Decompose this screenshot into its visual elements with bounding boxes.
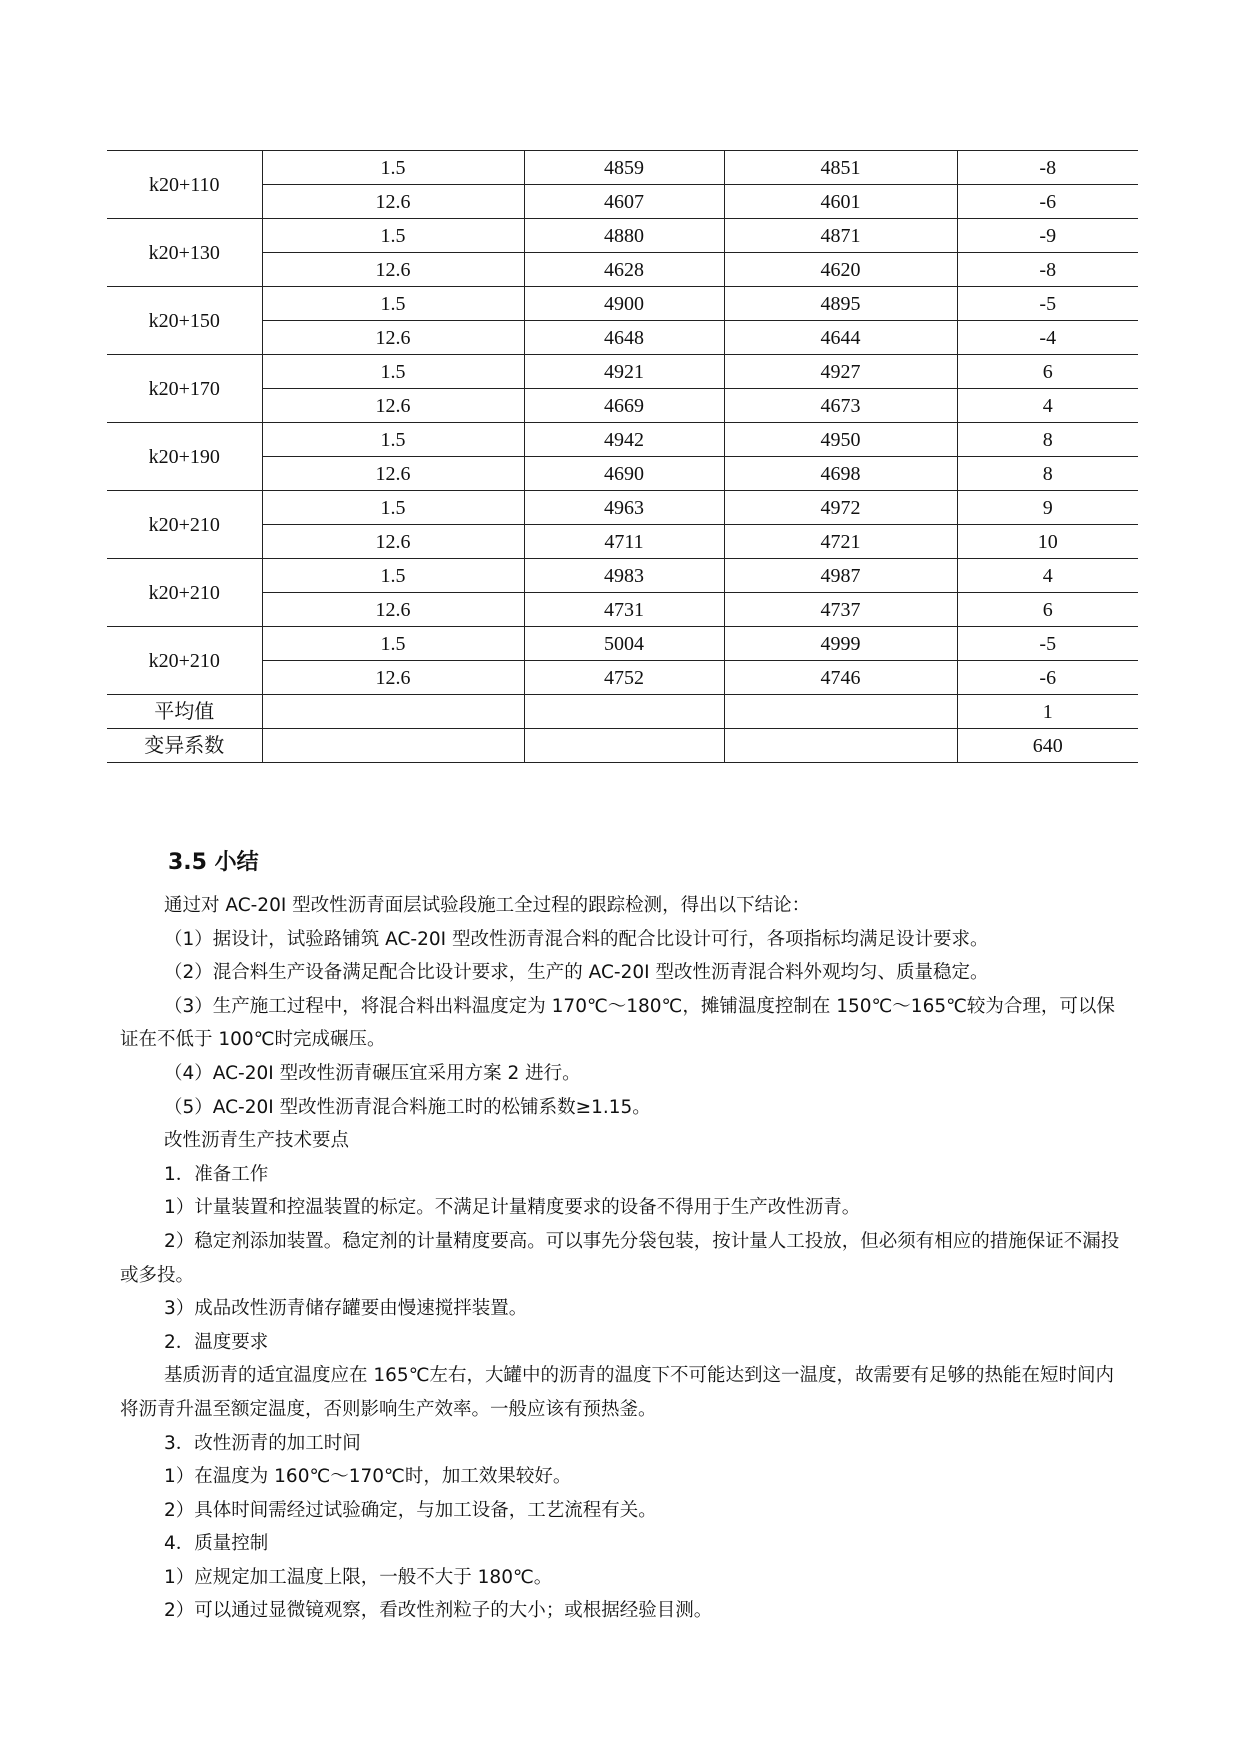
table-row [107,627,1138,661]
paragraph: 3．改性沥青的加工时间 [164,1432,361,1454]
paragraph: 1）计量装置和控温装置的标定。不满足计量精度要求的设备不得用于生产改性沥青。 [164,1197,861,1219]
table-cell: -6 [957,185,1138,219]
empty-cell [724,695,957,729]
table-row [107,355,1138,389]
paragraph: 2．温度要求 [164,1331,269,1353]
table-row [107,457,1138,491]
summary-value: 1 [957,695,1138,729]
table-cell: 4851 [724,151,957,185]
paragraph: 2）可以通过显微镜观察，看改性剂粒子的大小；或根据经验目测。 [164,1600,713,1622]
deflection-data-table [107,150,1138,763]
station-cell: k20+110 [107,151,262,219]
table-cell: 9 [957,491,1138,525]
table-row [107,423,1138,457]
table-row [107,389,1138,423]
paragraph: （4）AC-20I 型改性沥青碾压宜采用方案 2 进行。 [164,1062,581,1084]
paragraph: 改性沥青生产技术要点 [164,1130,350,1152]
table-body [107,151,1138,763]
empty-cell [262,729,524,763]
table-cell: 4737 [724,593,957,627]
paragraph: （5）AC-20I 型改性沥青混合料施工时的松铺系数≥1.15。 [164,1096,651,1118]
table-cell: 4731 [524,593,724,627]
table-cell: 4620 [724,253,957,287]
table-cell: 1.5 [262,559,524,593]
table-row [107,219,1138,253]
table-row [107,185,1138,219]
empty-cell [524,729,724,763]
table-cell: 4999 [724,627,957,661]
empty-cell [724,729,957,763]
summary-value: 640 [957,729,1138,763]
paragraph: 基质沥青的适宜温度应在 165℃左右，大罐中的沥青的温度下不可能达到这一温度，故需要有足够的热能在短时间内将沥青升温至额定温度，否则影响生产效率。一般应该有预热釜。 [120,1365,1114,1420]
station-cell: k20+190 [107,423,262,491]
table-cell: 12.6 [262,593,524,627]
station-cell: k20+210 [107,559,262,627]
table-row [107,661,1138,695]
table-cell: -9 [957,219,1138,253]
summary-label: 平均值 [107,695,262,729]
table-cell: 4698 [724,457,957,491]
table-cell: 4859 [524,151,724,185]
conclusion-body [120,889,1130,1628]
table-cell: 4950 [724,423,957,457]
table-cell: 4673 [724,389,957,423]
table-cell: 4746 [724,661,957,695]
table-row [107,151,1138,185]
table-cell: 4880 [524,219,724,253]
table-cell: 1.5 [262,423,524,457]
table-cell: 6 [957,593,1138,627]
table-cell: 4 [957,389,1138,423]
table-cell: 4921 [524,355,724,389]
table-cell: 4871 [724,219,957,253]
summary-row [107,695,1138,729]
table-cell: 4644 [724,321,957,355]
paragraph: 4．质量控制 [164,1533,269,1555]
table-cell: 12.6 [262,185,524,219]
table-cell: 4942 [524,423,724,457]
table-cell: 4648 [524,321,724,355]
table-row [107,321,1138,355]
table-cell: -5 [957,287,1138,321]
paragraph: （1）据设计，试验路铺筑 AC-20I 型改性沥青混合料的配合比设计可行，各项指标均满足设计要求。 [164,928,989,950]
table-cell: -4 [957,321,1138,355]
paragraph: 1）在温度为 160℃～170℃时，加工效果较好。 [164,1466,572,1488]
table-cell: 4721 [724,525,957,559]
section-title: 3.5 小结 [168,850,259,875]
table-cell: 8 [957,457,1138,491]
table-cell: 4900 [524,287,724,321]
table-cell: 12.6 [262,389,524,423]
empty-cell [262,695,524,729]
station-cell: k20+130 [107,219,262,287]
paragraph: 1．准备工作 [164,1163,269,1185]
table-cell: 1.5 [262,287,524,321]
table-cell: 10 [957,525,1138,559]
station-cell: k20+210 [107,491,262,559]
paragraph: 3）成品改性沥青储存罐要由慢速搅拌装置。 [164,1298,528,1320]
table-cell: 4983 [524,559,724,593]
table-cell: 12.6 [262,253,524,287]
station-cell: k20+150 [107,287,262,355]
table-cell: 4752 [524,661,724,695]
table-cell: -8 [957,253,1138,287]
table-cell: 4711 [524,525,724,559]
table-cell: 4607 [524,185,724,219]
table-cell: -5 [957,627,1138,661]
paragraph: （3）生产施工过程中，将混合料出料温度定为 170℃～180℃，摊铺温度控制在 150℃～165℃较为合理，可以保证在不低于 100℃时完成碾压。 [120,995,1115,1051]
table-cell: 1.5 [262,627,524,661]
table-cell: 4972 [724,491,957,525]
table-cell: 1.5 [262,151,524,185]
table-row [107,491,1138,525]
table-cell: 1.5 [262,355,524,389]
table-cell: 12.6 [262,525,524,559]
summary-row [107,729,1138,763]
paragraph: 通过对 AC-20I 型改性沥青面层试验段施工全过程的跟踪检测，得出以下结论： [164,895,811,916]
paragraph: 2）具体时间需经过试验确定，与加工设备，工艺流程有关。 [164,1499,657,1521]
table-cell: 12.6 [262,661,524,695]
paragraph: （2）混合料生产设备满足配合比设计要求，生产的 AC-20I 型改性沥青混合料外观均匀、质量稳定。 [164,962,989,984]
table-row [107,253,1138,287]
table-cell: 8 [957,423,1138,457]
paragraph: 2）稳定剂添加装置。稳定剂的计量精度要高。可以事先分袋包装，按计量人工投放，但必须有相应的措施保证不漏投或多投。 [120,1230,1120,1286]
table-row [107,559,1138,593]
table-row [107,593,1138,627]
table-cell: 1.5 [262,219,524,253]
table-cell: 5004 [524,627,724,661]
table-row [107,525,1138,559]
table-cell: 4927 [724,355,957,389]
table-cell: -8 [957,151,1138,185]
station-cell: k20+170 [107,355,262,423]
empty-cell [524,695,724,729]
table-cell: 4 [957,559,1138,593]
table-cell: 12.6 [262,457,524,491]
table-cell: 4690 [524,457,724,491]
table-cell: 4628 [524,253,724,287]
table-cell: 1.5 [262,491,524,525]
summary-label: 变异系数 [107,729,262,763]
table-cell: 12.6 [262,321,524,355]
table-cell: 4669 [524,389,724,423]
station-cell: k20+210 [107,627,262,695]
table-cell: 4895 [724,287,957,321]
table-row [107,287,1138,321]
table-cell: 4987 [724,559,957,593]
table-cell: 4963 [524,491,724,525]
paragraph: 1）应规定加工温度上限，一般不大于 180℃。 [164,1566,553,1588]
table-cell: -6 [957,661,1138,695]
table-cell: 4601 [724,185,957,219]
table-cell: 6 [957,355,1138,389]
